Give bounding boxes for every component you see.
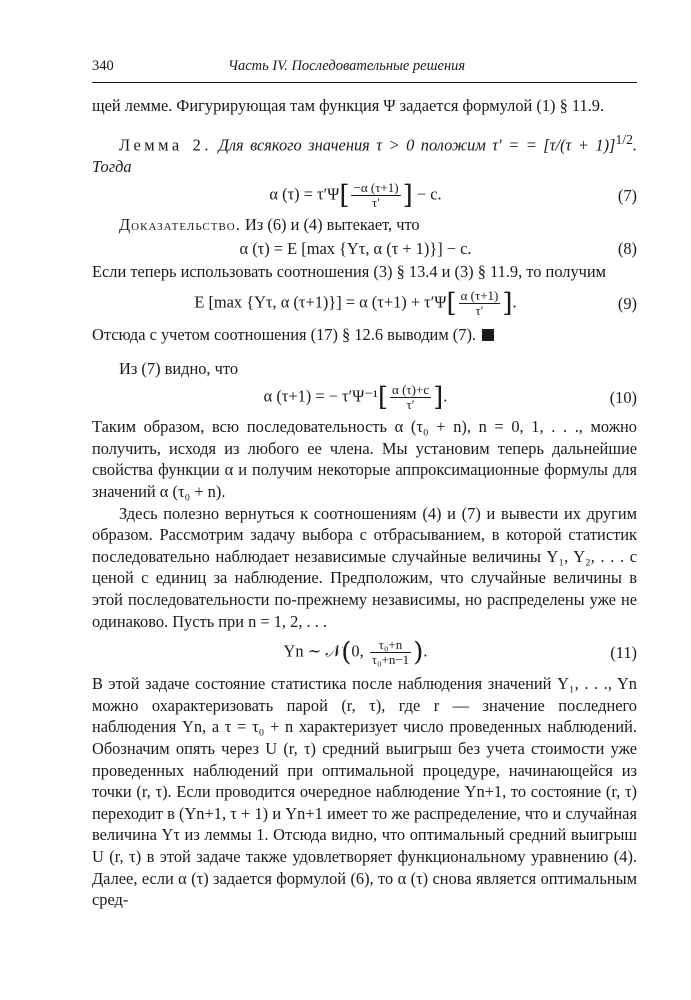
eq9-fraction [459,289,501,318]
eq7-numerator: −α (τ+1) [353,180,399,196]
paragraph-text: Отсюда с учетом соотношения (17) § 12.6 выводим (7). [92,325,477,345]
eq11-fraction [370,638,411,667]
lemma-label: Лемма 2. [119,135,212,155]
eq11-tail: . [423,641,428,661]
page-number: 340 [92,58,114,74]
equation-9: E [max {Yτ, α (τ+1)}] = α (τ+1) + τ′Ψ[ $\frac{\alpha (\tau+1)}{\tau'}$ ]. (9) [194,288,637,319]
eq10-denominator: τ′ [406,397,415,413]
equation-11: Yn ∼ 𝒩(0, $\frac{\text{τ₀+n}}{\text{τ₀+n−1}}$ ). (11) [283,637,637,668]
eq10-numerator: α (τ)+c [392,382,430,398]
lemma-exponent: 1/2 [615,131,633,147]
eq11-lhs: Yn ∼ 𝒩 [283,641,342,661]
paragraph: Из (7) видно, что [119,358,239,378]
proof-text: Из (6) и (4) вытекает, что [240,215,420,235]
eq7-fraction [351,181,400,210]
equation-number: (8) [617,238,637,258]
paragraph: Если теперь использовать соотношения (3) § 13.4 и (3) § 11.9, то получим [92,262,607,282]
header-rule [92,82,637,83]
eq9-tail: . [512,292,517,312]
eq10-fraction [390,383,431,412]
lemma-text-end: . Тогда [92,135,638,176]
equation-8 [92,238,637,260]
equation-number: (10) [609,387,637,407]
paragraph: Здесь полезно вернуться к соотношениям (4) и (7) и вывести их другим образом. Рассмотрим задачу выбора с отбрасыванием, в которой статистик последовательно наблюдает независимые случайные величины Y₁, Y₂, . . . с ценой c единиц за наблюдение. Предположим, что случайные величины в этой последовательности по-прежнему независимы, но распределены уже не одинаково. Пусть при n = 1, 2, . . . [92,503,637,631]
equation-number: (9) [617,293,637,313]
eq11-denominator: τ₀+n−1 [371,652,410,668]
eq7-denominator: τ′ [372,195,381,211]
running-header [92,58,637,80]
paragraph [92,324,637,346]
eq9-denominator: τ′ [475,303,484,319]
lemma-2 [92,129,637,178]
equation-10: α (τ+1) = − τ′Ψ⁻¹[ $\frac{\alpha (\tau)+c}{\tau'}$ ]. (10) [263,382,637,413]
eq9-lhs: E [max {Yτ, α (τ+1)}] = α (τ+1) + τ′Ψ [194,292,447,312]
eq10-tail: . [443,386,448,406]
eq10-lhs: α (τ+1) = − τ′Ψ⁻¹ [263,386,378,406]
eq7-lhs: α (τ) = τ′Ψ [269,184,340,204]
equation-number: (7) [617,185,637,205]
eq11-numerator: τ₀+n [370,638,411,653]
end-of-proof-square [482,329,494,341]
eq7-tail: − c. [416,184,442,204]
book-page [92,58,637,911]
page-body [92,95,637,911]
running-title: Часть IV. Последовательные решения [228,58,466,74]
proof-label: Доказательство. [119,215,241,235]
eq9-numerator: α (τ+1) [460,288,499,304]
paragraph: В этой задаче состояние статистика после наблюдения значений Y₁, . . ., Yn можно охарактеризовать парой (r, τ), где r — значение последнего наблюдения Yn, а τ = τ₀ + n характеризует число проведенных наблюдений. Обозначим опять через U (r, τ) средний выигрыш без учета стоимости уже проведенных наблюдений при оптимальной процедуре, начинающейся из точки (r, τ). Если проводится очередное наблюдение Yn+1, то состояние (r, τ) переходит в (Yn+1, τ + 1) и Yn+1 имеет то же распределение, что и случайная величина Yτ из леммы 1. Отсюда видно, что оптимальный средний выигрыш U (r, τ) в этой задаче также удовлетворяет функциональному уравнению (4). Далее, если α (τ) задается формулой (6), то α (τ) снова является оптимальным сред- [92,674,637,910]
equation-7: α (τ) = τ′Ψ[ $\frac{-\alpha (\tau+1)}{\tau'}$ ] − c. (7) [269,180,637,211]
eq8-text: α (τ) = E [max {Yτ, α (τ + 1)}] − c. [239,238,472,258]
lemma-text: Для всякого значения τ > 0 положим τ′ = = [τ/(τ + 1)] [218,135,616,155]
paragraph: Таким образом, всю последовательность α (τ₀ + n), n = 0, 1, . . ., можно получить, исходя из любого ее члена. Мы установим теперь дальнейшие свойства функции α и получим некоторые аппроксимационные формулы для значений α (τ₀ + n). [92,417,637,501]
paragraph: щей лемме. Фигурирующая там функция Ψ задается формулой (1) § 11.9. [92,96,605,115]
equation-number: (11) [610,642,637,662]
proof [92,214,637,236]
